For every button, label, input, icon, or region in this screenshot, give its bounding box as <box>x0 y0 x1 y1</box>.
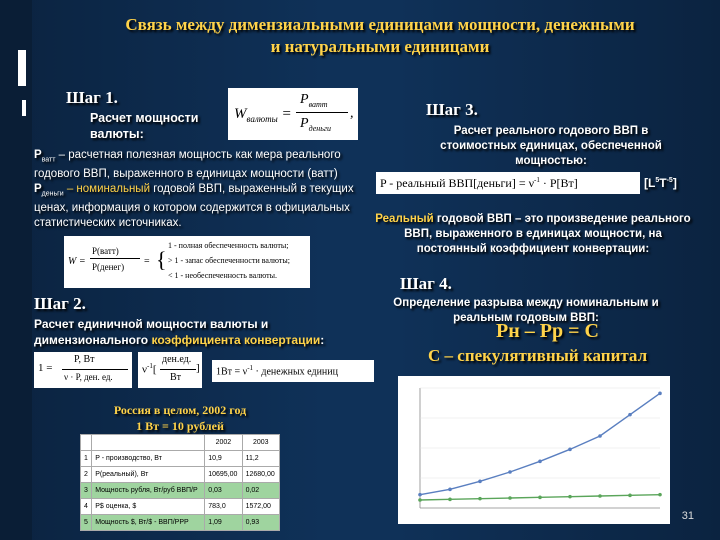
formula-coverage: W = P(ватт) P(денег) = { 1 - полная обеспеченность валюты; > 1 - запас обеспеченности валюты; < 1 - необеспеченность валюты. <box>64 236 310 288</box>
formula-unit-power: 1 = P, Вт ν · P, ден. ед. <box>34 352 132 388</box>
decor-bar <box>18 50 26 86</box>
table-row: 5 Мощность $, Вт/$ - ВВП/РРР 1,09 0,93 <box>81 515 280 531</box>
step1-def-pwatt: $Р_{ватт}$ – расчетная полезная мощность как мера реального годового ВВП, выраженного в единицах мощности (ватт) <box>34 149 341 181</box>
formula-real-gdp: P - реальный ВВП[деньги] = $\nu^{-1} \cdot P[Вт]$ <box>376 172 640 194</box>
speculative-capital-label: C – спекулятивный капитал <box>428 346 648 365</box>
table-row: 4 P$ оценка, $ 783,0 1572,00 <box>81 499 280 515</box>
data-point <box>538 496 542 500</box>
decor-bar <box>22 100 26 116</box>
step2-heading: Шаг 2. <box>34 294 86 313</box>
step1-heading: Шаг 1. <box>66 88 118 107</box>
left-sidebar <box>0 0 32 540</box>
data-point <box>598 494 602 498</box>
series-line-0 <box>420 393 660 494</box>
formula-conversion-coef: $\nu^{-1}$[ ден.ед. Вт ] <box>138 352 202 388</box>
data-point <box>568 495 572 499</box>
gdp-chart <box>398 376 670 524</box>
data-table <box>80 434 280 530</box>
step3-heading: Шаг 3. <box>426 100 478 119</box>
gdp-chart-svg <box>398 376 670 524</box>
step3-subtitle: Расчет реального годового ВВП в стоимостных единицах, обеспеченной мощностью: <box>440 125 662 167</box>
formula-den: $P_{деньги}$ <box>300 116 331 133</box>
data-point <box>478 480 482 484</box>
data-point <box>628 413 632 417</box>
data-point <box>418 498 422 502</box>
data-point <box>568 448 572 452</box>
step1-subtitle: Расчет мощности валюты: <box>90 111 199 141</box>
data-point <box>538 460 542 464</box>
dimension-units: $[L^5T^{-5}]$ <box>644 176 677 190</box>
step4-heading: Шаг 4. <box>400 274 452 293</box>
step1-def-pmoney: $Р_{деньги}$ – номинальный годовой ВВП, выраженный в текущих ценах, информация о котором содержится в официальных статистических источниках. <box>34 183 354 230</box>
gap-equation: Pн – Pр = C <box>496 320 599 342</box>
data-point <box>448 498 452 502</box>
page-number: 31 <box>681 510 694 522</box>
russia-caption: Россия в целом, 2002 год 1 Вт = 10 рублей <box>113 403 247 433</box>
data-point <box>628 494 632 498</box>
data-point <box>658 493 662 497</box>
formula-num: $P_{ватт}$ <box>300 92 328 109</box>
table-row: 1 P - производство, Вт 10,9 11,2 <box>81 451 280 467</box>
formula-watt-money: $1Вт = \nu^{-1}$ · денежных единиц <box>212 360 374 382</box>
data-point <box>598 434 602 438</box>
data-point <box>448 488 452 492</box>
data-point <box>508 470 512 474</box>
slide-title: Связь между димензиальными единицами мощности, денежными и натуральными единицами <box>125 15 635 56</box>
formula-lhs: $W_{валюты}$ = <box>234 106 292 124</box>
table-header-row: 2002 2003 <box>81 435 280 451</box>
data-point <box>508 496 512 500</box>
data-point <box>418 493 422 497</box>
table-row: 3 Мощность рубля, Вт/руб ВВП/Р 0,03 0,02 <box>81 483 280 499</box>
real-gdp-definition: Реальный годовой ВВП – это произведение реального ВВП, выраженного в единицах мощности, на постоянный коэффициент конвертации: <box>375 213 691 255</box>
data-point <box>478 497 482 501</box>
data-point <box>658 392 662 396</box>
fraction-line <box>296 112 348 113</box>
table-row: 2 P(реальный), Вт 10695,00 12680,00 <box>81 467 280 483</box>
step4-subtitle: Определение разрыва между номинальным и реальным годовым ВВП: <box>393 297 659 324</box>
formula-power-currency: $W_{валюты}$ = $P_{ватт}$ $P_{деньги}$ , <box>228 88 358 140</box>
step2-text: Расчет единичной мощности валюты и димензионального коэффициента конвертации: <box>34 317 325 347</box>
